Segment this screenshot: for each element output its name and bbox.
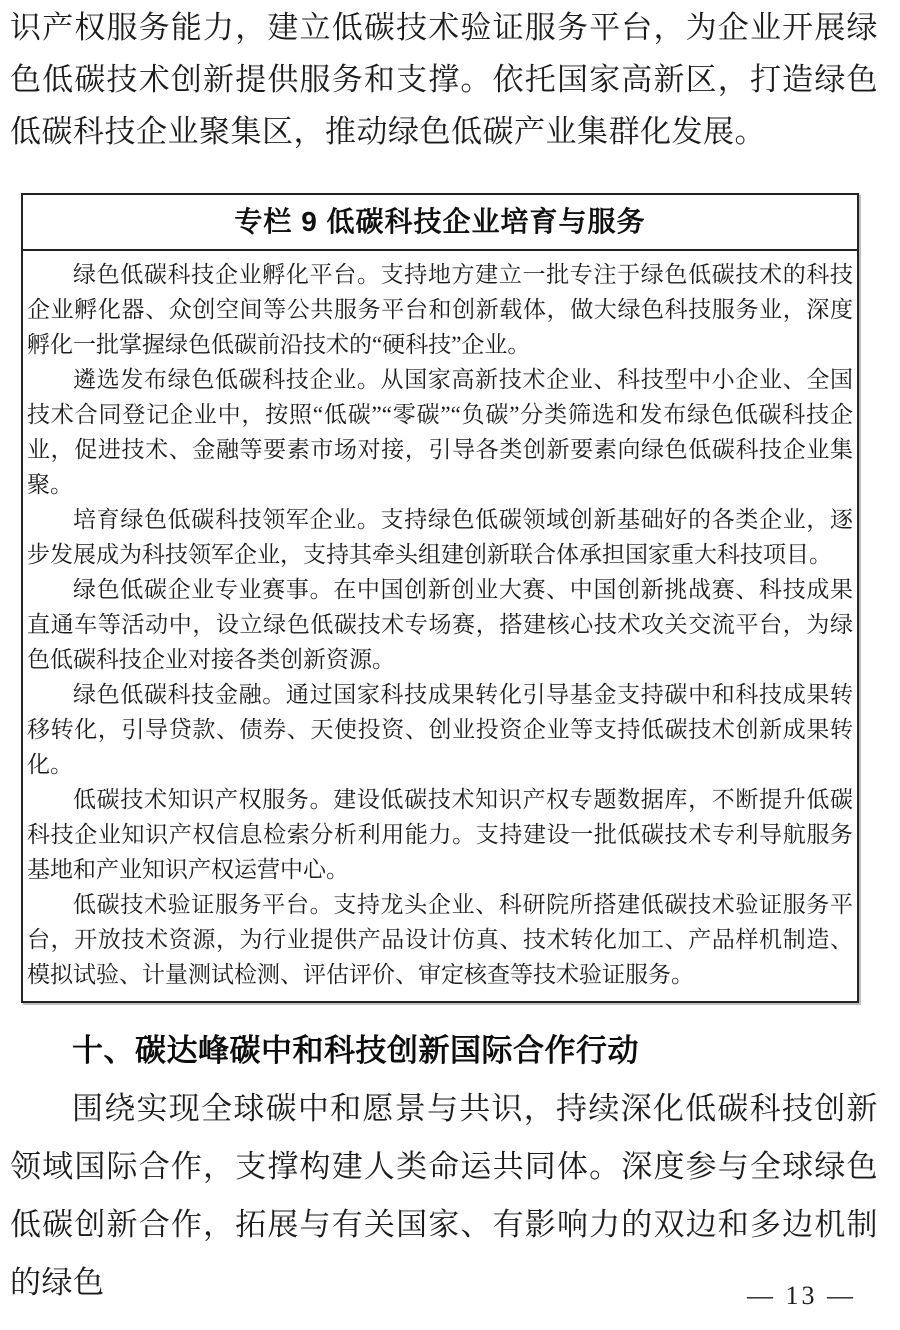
- column-box-paragraph: 低碳技术知识产权服务。建设低碳技术知识产权专题数据库，不断提升低碳科技企业知识产权信息检索分析利用能力。支持建设一批低碳技术专利导航服务基地和产业知识产权运营中心。: [27, 787, 853, 882]
- column-box-paragraph: 低碳技术验证服务平台。支持龙头企业、科研院所搭建低碳技术验证服务平台，开放技术资源，为行业提供产品设计仿真、技术转化加工、产品样机制造、模拟试验、计量测试检测、评估评价、审定核查等技术验证服务。: [27, 892, 853, 987]
- column-box: [21, 193, 859, 1003]
- column-box-paragraph: 绿色低碳科技金融。通过国家科技成果转化引导基金支持碳中和科技成果转移转化，引导贷款、债券、天使投资、创业投资企业等支持低碳技术创新成果转化。: [27, 682, 853, 777]
- column-box-paragraph: 培育绿色低碳科技领军企业。支持绿色低碳领域创新基础好的各类企业，逐步发展成为科技领军企业，支持其牵头组建创新联合体承担国家重大科技项目。: [27, 507, 853, 567]
- column-box-title: 专栏 9 低碳科技企业培育与服务: [23, 195, 857, 251]
- section-heading: 十、碳达峰碳中和科技创新国际合作行动: [72, 1033, 639, 1068]
- column-box-paragraph: 绿色低碳科技企业孵化平台。支持地方建立一批专注于绿色低碳技术的科技企业孵化器、众创空间等公共服务平台和创新载体，做大绿色科技服务业，深度孵化一批掌握绿色低碳前沿技术的“硬科技”企业。: [27, 262, 853, 357]
- column-box-paragraph: 绿色低碳企业专业赛事。在中国创新创业大赛、中国创新挑战赛、科技成果直通车等活动中，设立绿色低碳技术专场赛，搭建核心技术攻关交流平台，为绿色低碳科技企业对接各类创新资源。: [27, 577, 853, 672]
- column-box-body: [23, 251, 857, 1001]
- column-box-paragraph: 遴选发布绿色低碳科技企业。从国家高新技术企业、科技型中小企业、全国技术合同登记企业中，按照“低碳”“零碳”“负碳”分类筛选和发布绿色低碳科技企业，促进技术、金融等要素市场对接，引导各类创新要素向绿色低碳科技企业集聚。: [27, 367, 853, 497]
- page-number: — 13 —: [747, 1281, 856, 1310]
- intro-paragraph: 识产权服务能力，建立低碳技术验证服务平台，为企业开展绿色低碳技术创新提供服务和支撑。依托国家高新区，打造绿色低碳科技企业聚集区，推动绿色低碳产业集群化发展。: [10, 10, 878, 149]
- section-paragraph: 围绕实现全球碳中和愿景与共识，持续深化低碳科技创新领域国际合作，支撑构建人类命运共同体。深度参与全球绿色低碳创新合作，拓展与有关国家、有影响力的双边和多边机制的绿色: [10, 1091, 878, 1300]
